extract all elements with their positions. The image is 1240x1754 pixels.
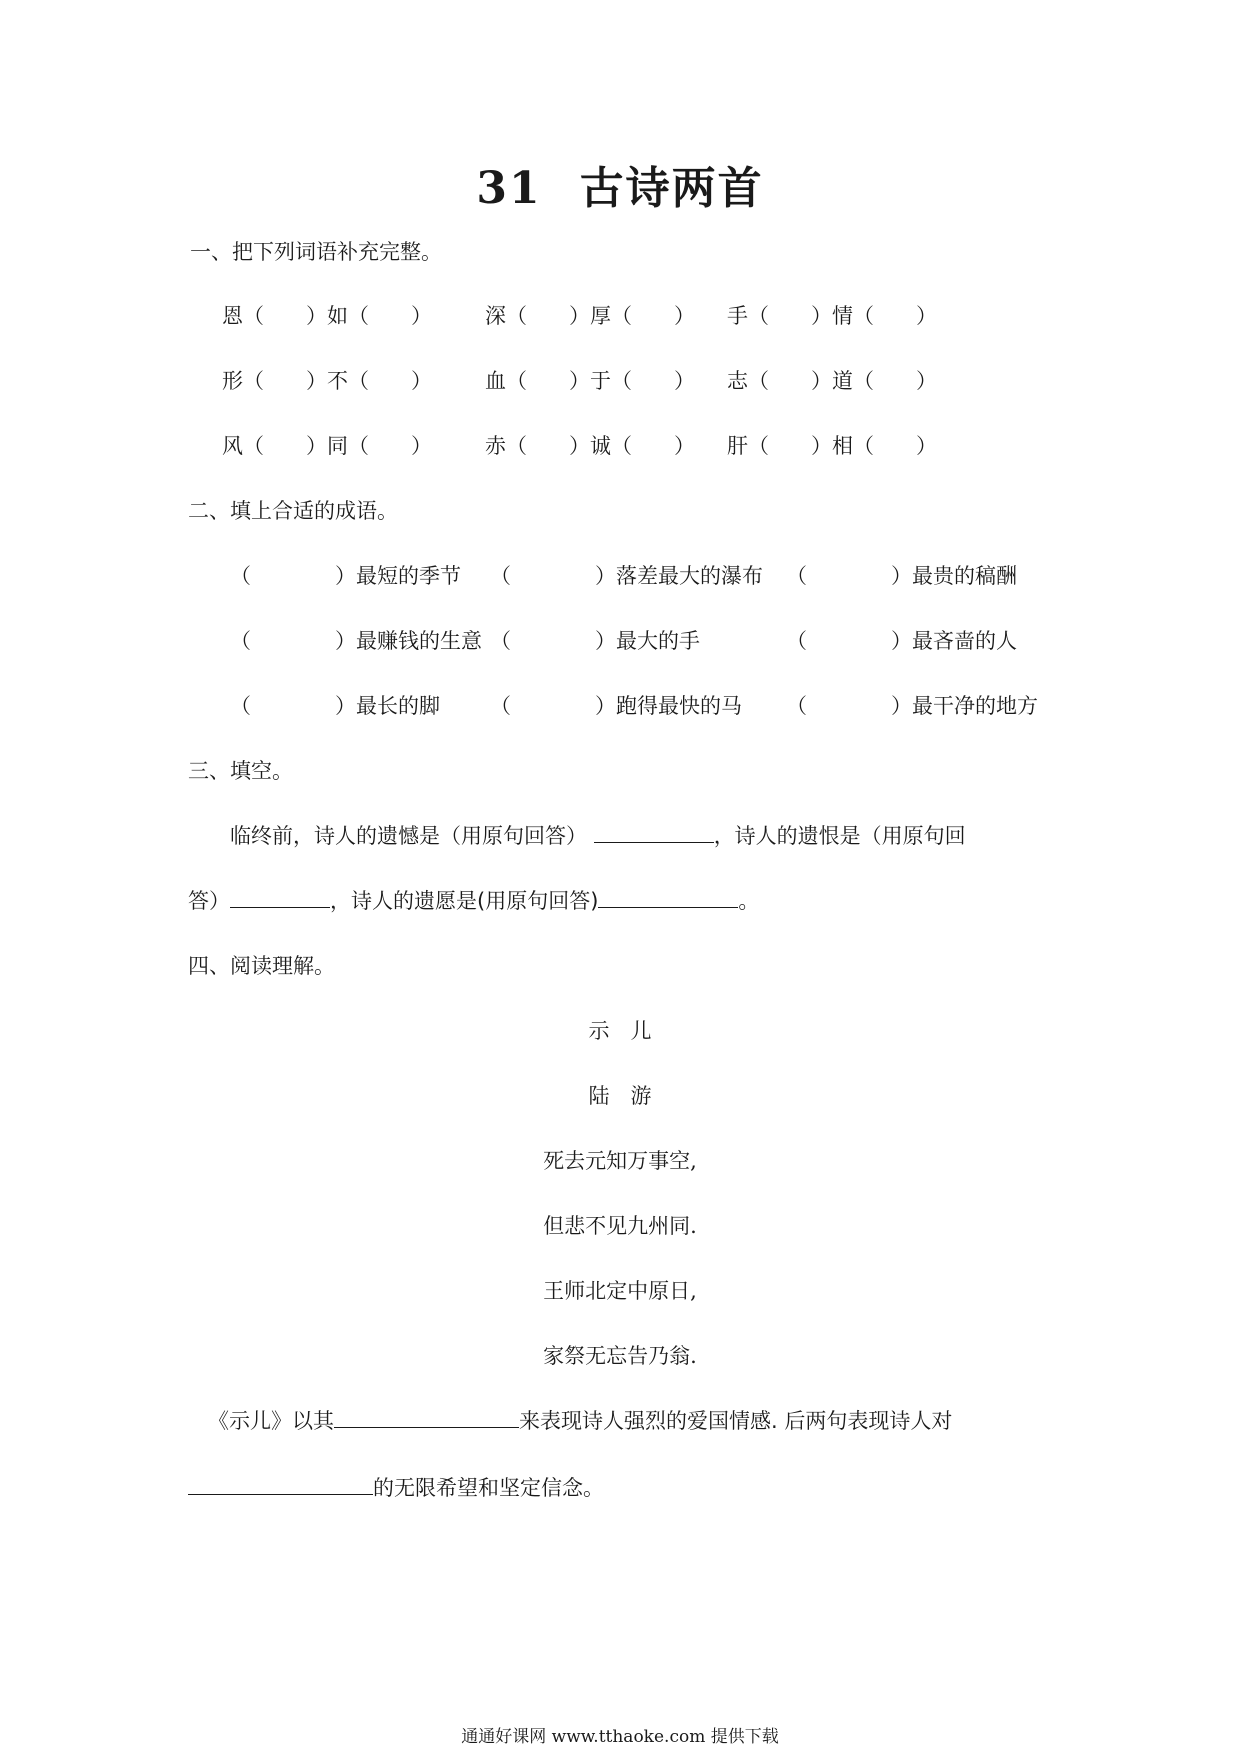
- idiom-blank: 风（ ）同（ ）: [222, 434, 432, 458]
- page-title: [0, 152, 1240, 216]
- question-text: 《示儿》以其: [208, 1409, 334, 1433]
- poem-author: 陆 游: [588, 1084, 652, 1108]
- answer-blank[interactable]: [334, 1407, 519, 1428]
- answer-blank[interactable]: [594, 822, 714, 843]
- lesson-number: 31: [476, 163, 542, 214]
- idiom-fill: （ ）最长的脚: [230, 694, 440, 718]
- question-line: [208, 1405, 952, 1435]
- idiom-blank: 恩（ ）如（ ）: [222, 304, 432, 328]
- idiom-fill: （ ）最赚钱的生意: [230, 629, 482, 653]
- fill-in-text: 临终前，诗人的遗憾是（用原句回答）: [230, 824, 587, 848]
- answer-blank[interactable]: [230, 887, 330, 908]
- idiom-blank: 赤（ ）诚（ ）: [485, 434, 695, 458]
- fill-in-text: 。: [738, 889, 760, 913]
- footer-credit: 通通好课网 www.tthaoke.com 提供下载: [461, 1727, 779, 1747]
- idiom-blank: 手（ ）情（ ）: [727, 304, 937, 328]
- poem-line: 但悲不见九州同.: [543, 1214, 697, 1238]
- answer-blank[interactable]: [598, 887, 738, 908]
- question-text: 的无限希望和坚定信念。: [373, 1476, 604, 1500]
- idiom-blank: 血（ ）于（ ）: [485, 369, 695, 393]
- fill-in-text: ，诗人的遗愿是(用原句回答): [330, 889, 599, 913]
- poem-title: 示 儿: [588, 1019, 652, 1043]
- idiom-fill: （ ）最贵的稿酬: [786, 564, 1017, 588]
- idiom-blank: 肝（ ）相（ ）: [727, 434, 937, 458]
- poem-line: 家祭无忘告乃翁.: [543, 1344, 697, 1368]
- idiom-fill: （ ）最吝啬的人: [786, 629, 1017, 653]
- idiom-fill: （ ）最干净的地方: [786, 694, 1038, 718]
- idiom-fill: （ ）最大的手: [490, 629, 700, 653]
- answer-blank[interactable]: [188, 1474, 373, 1495]
- section4-heading: 四、阅读理解。: [188, 954, 335, 978]
- idiom-fill: （ ）跑得最快的马: [490, 694, 742, 718]
- lesson-title: 古诗两首: [579, 163, 764, 214]
- fill-in-paragraph: [188, 885, 759, 915]
- section3-heading: 三、填空。: [188, 759, 293, 783]
- idiom-fill: （ ）最短的季节: [230, 564, 461, 588]
- fill-in-text: ，诗人的遗恨是（用原句回: [713, 824, 966, 848]
- section1-heading: 一、把下列词语补充完整。: [190, 240, 442, 264]
- idiom-blank: 形（ ）不（ ）: [222, 369, 432, 393]
- idiom-blank: 志（ ）道（ ）: [727, 369, 937, 393]
- question-line: [188, 1472, 604, 1502]
- fill-in-text: 答）: [188, 889, 230, 913]
- idiom-blank: 深（ ）厚（ ）: [485, 304, 695, 328]
- section2-heading: 二、填上合适的成语。: [188, 499, 398, 523]
- question-text: 来表现诗人强烈的爱国情感. 后两句表现诗人对: [519, 1409, 953, 1433]
- fill-in-paragraph: [230, 820, 966, 850]
- poem-line: 王师北定中原日,: [543, 1279, 697, 1303]
- idiom-fill: （ ）落差最大的瀑布: [490, 564, 763, 588]
- poem-line: 死去元知万事空,: [543, 1149, 697, 1173]
